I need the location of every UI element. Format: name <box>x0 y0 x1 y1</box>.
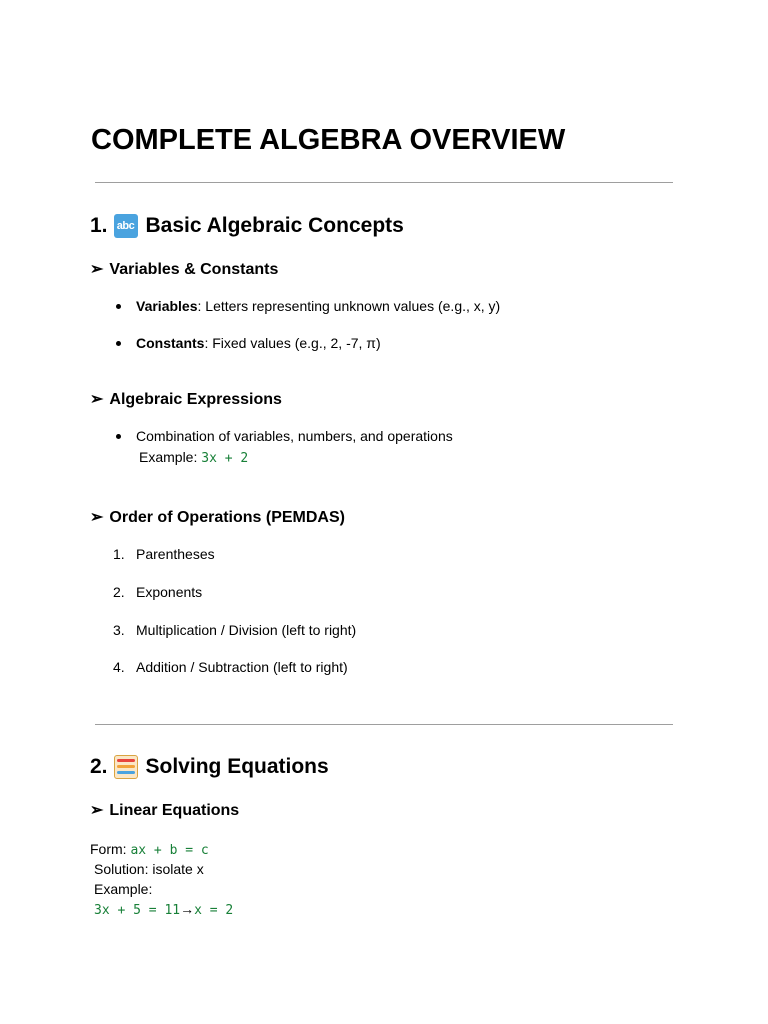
form-label: Form: <box>90 841 131 857</box>
example-line <box>94 899 233 921</box>
section-2-heading <box>90 752 329 782</box>
code-snippet: ax + b = c <box>130 843 209 858</box>
subheading-text: Variables & Constants <box>109 261 279 278</box>
list-item: Exponents <box>136 584 203 600</box>
subheading-text: Algebraic Expressions <box>109 391 282 408</box>
subheading-algebraic-expressions <box>90 389 282 411</box>
example-label: Example: <box>94 881 153 897</box>
list-item: Addition / Subtraction (left to right) <box>136 659 348 675</box>
list-number: 4. <box>113 659 125 675</box>
example-line <box>139 447 248 469</box>
form-line <box>90 839 209 861</box>
list-number: 2. <box>113 584 125 600</box>
term: Variables <box>136 298 198 314</box>
arrow-bullet-icon: ➢ <box>90 391 104 408</box>
list-item <box>136 333 381 353</box>
definition: : Letters representing unknown values (e.g., x, y) <box>197 298 501 314</box>
bullet-icon <box>116 434 121 439</box>
solution-line: Solution: isolate x <box>94 861 204 877</box>
list-number: 1. <box>113 546 125 562</box>
term: Constants <box>136 335 205 351</box>
subheading-order-of-operations <box>90 507 345 529</box>
section-number: 2. <box>90 755 108 778</box>
subheading-text: Linear Equations <box>109 802 240 819</box>
code-snippet: x = 2 <box>194 903 234 918</box>
arrow-bullet-icon: ➢ <box>90 509 104 526</box>
section-number: 1. <box>90 214 108 237</box>
list-number: 3. <box>113 622 125 638</box>
example-label: Example: <box>139 449 202 465</box>
page-title: COMPLETE ALGEBRA OVERVIEW <box>91 124 566 156</box>
divider <box>95 182 673 183</box>
divider <box>95 724 673 725</box>
subheading-linear-equations <box>90 800 239 822</box>
code-snippet: 3x + 2 <box>201 451 249 466</box>
list-item: Parentheses <box>136 546 215 562</box>
bullet-icon <box>116 341 121 346</box>
arrow-icon: → <box>180 901 195 917</box>
bullet-icon <box>116 304 121 309</box>
code-snippet: 3x + 5 = 11 <box>94 903 181 918</box>
list-item <box>136 296 500 316</box>
abc-emoji-icon: abc <box>114 214 138 238</box>
abacus-emoji-icon <box>114 755 138 779</box>
arrow-bullet-icon: ➢ <box>90 261 104 278</box>
section-1-heading <box>90 211 404 241</box>
definition: : Fixed values (e.g., 2, -7, π) <box>204 335 381 351</box>
subheading-variables-constants <box>90 259 278 281</box>
section-title: Basic Algebraic Concepts <box>145 214 404 237</box>
section-title: Solving Equations <box>145 755 329 778</box>
subheading-text: Order of Operations (PEMDAS) <box>109 509 345 526</box>
list-item: Combination of variables, numbers, and operations <box>136 428 453 444</box>
arrow-bullet-icon: ➢ <box>90 802 104 819</box>
list-item: Multiplication / Division (left to right) <box>136 622 357 638</box>
